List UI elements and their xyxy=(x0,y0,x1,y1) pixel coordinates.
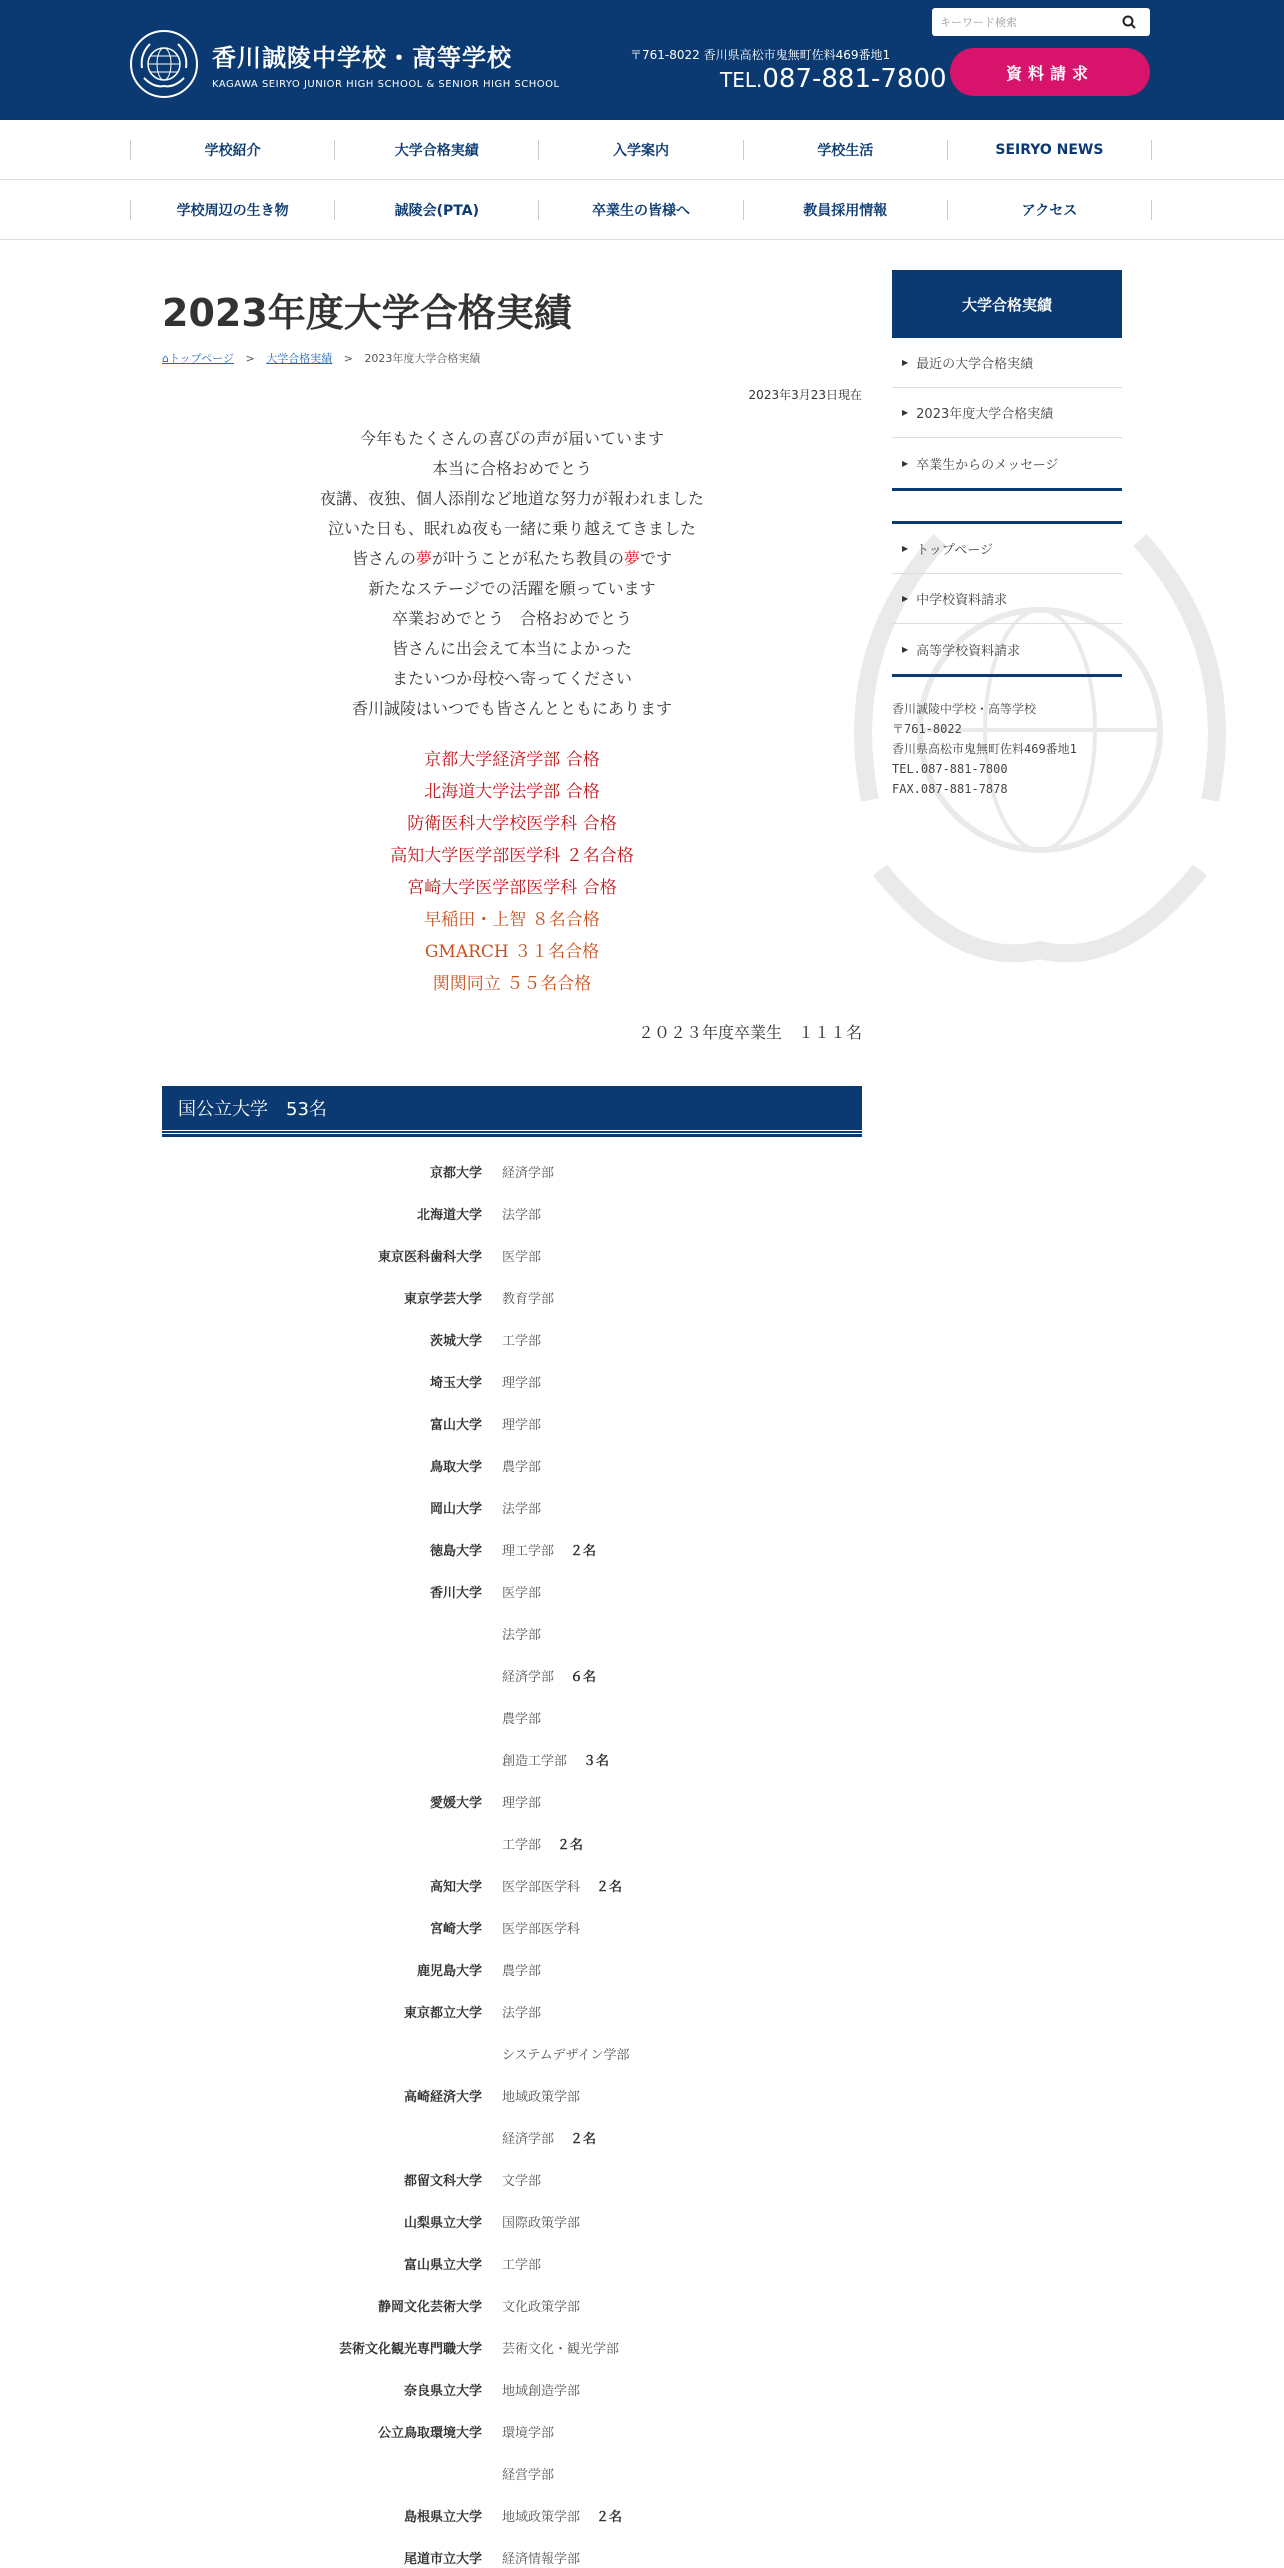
university-name: 東京学芸大学 xyxy=(403,1291,482,1307)
table-row xyxy=(162,1738,862,1780)
faculty-name: 医学部医学科 xyxy=(502,1921,581,1937)
faculty-name: 経済情報学部 xyxy=(502,2551,581,2567)
nav-school-life[interactable]: 学校生活 xyxy=(743,140,947,160)
university-name: 岡山大学 xyxy=(429,1501,482,1517)
university-list xyxy=(162,1150,862,2568)
sidebar-item-recent-results[interactable]: ▶ 最近の大学合格実績 xyxy=(892,338,1122,388)
tel-number: 087-881-7800 xyxy=(762,64,947,94)
home-icon: ⌂ xyxy=(162,352,169,365)
university-name: 東京医科歯科大学 xyxy=(377,1249,482,1265)
table-row xyxy=(162,2284,862,2326)
table-row xyxy=(162,2200,862,2242)
university-name: 徳島大学 xyxy=(429,1543,482,1559)
table-row xyxy=(162,1444,862,1486)
university-name: 芸術文化観光専門職大学 xyxy=(338,2341,482,2357)
triangle-right-icon: ▶ xyxy=(902,544,909,553)
faculty-name: 法学部 xyxy=(502,1627,542,1643)
sidebar-item-top-page[interactable]: ▶ トップページ xyxy=(892,524,1122,574)
table-row xyxy=(162,1948,862,1990)
school-name: 香川誠陵中学校・高等学校 xyxy=(212,44,512,72)
faculty-name: 法学部 xyxy=(502,1501,542,1517)
congratulation-message xyxy=(162,424,862,724)
as-of-date: 2023年3月23日現在 xyxy=(748,388,862,402)
table-row xyxy=(162,2452,862,2494)
university-name: 富山大学 xyxy=(429,1417,482,1433)
tel-prefix: TEL. xyxy=(720,68,763,92)
university-name: 高崎経済大学 xyxy=(403,2089,482,2105)
table-row xyxy=(162,2494,862,2536)
triangle-right-icon: ▶ xyxy=(902,408,909,417)
faculty-name: 経済学部 xyxy=(502,1165,555,1181)
table-row xyxy=(162,1276,862,1318)
table-row xyxy=(162,1780,862,1822)
admit-count: ２名 xyxy=(596,2509,623,2525)
sidebar-item-hs-materials[interactable]: ▶ 高等学校資料請求 xyxy=(902,643,1021,659)
contact-line: TEL.087-881-7800 xyxy=(892,762,1008,776)
table-row xyxy=(162,1906,862,1948)
sidebar-heading: 大学合格実績 xyxy=(892,270,1122,338)
breadcrumb-home[interactable]: ⌂トップページ xyxy=(162,352,234,365)
admit-count: ２名 xyxy=(596,1879,623,1895)
nav-university-results[interactable]: 大学合格実績 xyxy=(334,140,538,160)
table-row xyxy=(162,2410,862,2452)
message-line: 卒業おめでとう 合格おめでとう xyxy=(391,609,632,628)
nav-admissions[interactable]: 入学案内 xyxy=(538,140,742,160)
school-contact-info xyxy=(892,699,1122,799)
faculty-name: 地域政策学部 xyxy=(502,2089,581,2105)
search-icon xyxy=(1122,15,1136,29)
table-row xyxy=(162,1402,862,1444)
table-row xyxy=(162,2326,862,2368)
contact-line: 香川県高松市鬼無町佐料469番地1 xyxy=(892,742,1077,756)
faculty-name: 経済学部 xyxy=(502,1669,555,1685)
breadcrumb-separator: > xyxy=(343,352,353,365)
admit-count: ２名 xyxy=(570,1543,597,1559)
table-row xyxy=(162,1192,862,1234)
university-name: 島根県立大学 xyxy=(403,2509,482,2525)
university-name: 鳥取大学 xyxy=(429,1459,482,1475)
faculty-name: 文化政策学部 xyxy=(502,2299,581,2315)
university-name: 茨城大学 xyxy=(429,1333,482,1349)
message-line: 泣いた日も、眠れぬ夜も一緒に乗り越えてきました xyxy=(327,519,696,538)
triangle-right-icon: ▶ xyxy=(902,458,909,468)
message-line: またいつか母校へ寄ってください xyxy=(391,669,632,688)
faculty-name: 教育学部 xyxy=(502,1291,555,1307)
nav-seiryo-news[interactable]: SEIRYO NEWS xyxy=(947,140,1152,160)
school-emblem-icon xyxy=(130,30,198,98)
faculty-name: 芸術文化・観光学部 xyxy=(502,2341,620,2357)
university-name: 愛媛大学 xyxy=(429,1795,482,1811)
highlight-results xyxy=(162,744,862,1000)
faculty-name: 理学部 xyxy=(502,1375,542,1391)
primary-nav xyxy=(0,120,1284,180)
admit-count: ２名 xyxy=(557,1837,584,1853)
faculty-name: 農学部 xyxy=(502,1711,542,1727)
triangle-right-icon: ▶ xyxy=(902,358,909,367)
faculty-name: 経済学部 xyxy=(502,2131,555,2147)
university-name: 北海道大学 xyxy=(416,1207,482,1223)
table-row xyxy=(162,2368,862,2410)
school-address: 〒761-8022 香川県高松市鬼無町佐料469番地1 xyxy=(630,48,891,62)
triangle-right-icon: ▶ xyxy=(902,644,909,654)
table-row xyxy=(162,2116,862,2158)
message-line: 香川誠陵はいつでも皆さんとともにあります xyxy=(351,699,672,718)
faculty-name: 国際政策学部 xyxy=(502,2215,581,2231)
faculty-name: 理学部 xyxy=(502,1417,542,1433)
message-line: 皆さんに出会えて本当によかった xyxy=(391,639,632,658)
contact-line: 香川誠陵中学校・高等学校 xyxy=(892,702,1037,716)
faculty-name: 環境学部 xyxy=(502,2425,555,2441)
faculty-name: 医学部医学科 xyxy=(502,1879,581,1895)
faculty-name: 医学部 xyxy=(502,1585,542,1601)
breadcrumb-separator: > xyxy=(245,352,255,365)
university-name: 鹿児島大学 xyxy=(416,1963,482,1979)
table-row xyxy=(162,2158,862,2200)
table-row xyxy=(162,1570,862,1612)
request-materials-button[interactable]: 資料請求 xyxy=(950,48,1150,96)
table-row xyxy=(162,2032,862,2074)
triangle-right-icon: ▶ xyxy=(902,594,909,603)
result-highlight: 北海道大学法学部 合格 xyxy=(424,782,600,802)
sidebar-menu xyxy=(892,338,1122,491)
secondary-nav xyxy=(0,180,1284,240)
faculty-name: 農学部 xyxy=(502,1963,542,1979)
table-row xyxy=(162,1654,862,1696)
message-line-dream: 皆さんの夢が叶うことが私たち教員の夢です xyxy=(351,549,673,568)
sidebar-links xyxy=(892,521,1122,677)
search-input[interactable] xyxy=(932,9,1112,35)
table-row xyxy=(162,1612,862,1654)
site-header xyxy=(0,0,1284,120)
table-row xyxy=(162,2242,862,2284)
nav-pta[interactable]: 誠陵会(PTA) xyxy=(334,200,538,220)
faculty-name: 工学部 xyxy=(502,1333,542,1349)
faculty-name: 工学部 xyxy=(502,2257,542,2273)
university-name: 静岡文化芸術大学 xyxy=(377,2299,482,2315)
sidebar-item-alumni-messages[interactable]: ▶ 卒業生からのメッセージ xyxy=(902,457,1059,473)
faculty-name: システムデザイン学部 xyxy=(502,2047,630,2063)
result-highlight: 関関同立 ５５名合格 xyxy=(432,974,592,994)
table-row xyxy=(162,1528,862,1570)
faculty-name: 工学部 xyxy=(502,1837,542,1853)
faculty-name: 地域創造学部 xyxy=(502,2383,581,2399)
nav-school-intro[interactable]: 学校紹介 xyxy=(130,140,334,160)
breadcrumb-current: 2023年度大学合格実績 xyxy=(364,352,481,365)
faculty-name: 経営学部 xyxy=(502,2467,555,2483)
table-row xyxy=(162,1864,862,1906)
result-highlight: 京都大学経済学部 合格 xyxy=(424,750,600,770)
section-heading-national-public: 国公立大学 53名 xyxy=(162,1086,862,1134)
school-tel xyxy=(720,64,947,94)
breadcrumb xyxy=(162,350,480,366)
faculty-name: 理学部 xyxy=(502,1795,542,1811)
school-name-en: KAGAWA SEIRYO JUNIOR HIGH SCHOOL & SENIOR HIGH SCHOOL xyxy=(212,79,560,90)
faculty-name: 法学部 xyxy=(502,1207,542,1223)
result-highlight: 宮崎大学医学部医学科 合格 xyxy=(407,878,617,898)
table-row xyxy=(162,1696,862,1738)
faculty-name: 地域政策学部 xyxy=(502,2509,581,2525)
admit-count: ３名 xyxy=(583,1753,610,1769)
table-row xyxy=(162,1486,862,1528)
message-line: 今年もたくさんの喜びの声が届いています xyxy=(359,429,664,448)
university-name: 奈良県立大学 xyxy=(403,2383,482,2399)
table-row xyxy=(162,1150,862,1192)
nav-local-wildlife[interactable]: 学校周辺の生き物 xyxy=(130,200,334,220)
message-line: 夜講、夜独、個人添削など地道な努力が報われました xyxy=(319,489,704,508)
contact-line: 〒761-8022 xyxy=(892,722,962,736)
table-row xyxy=(162,1990,862,2032)
table-row xyxy=(162,1360,862,1402)
university-name: 公立鳥取環境大学 xyxy=(377,2425,482,2441)
university-name: 山梨県立大学 xyxy=(403,2215,482,2231)
breadcrumb-parent[interactable]: 大学合格実績 xyxy=(266,352,333,365)
result-highlight: 防衛医科大学校医学科 合格 xyxy=(407,814,617,834)
result-highlight: 高知大学医学部医学科 ２名合格 xyxy=(390,846,634,866)
result-highlight: 早稲田・上智 ８名合格 xyxy=(424,910,600,930)
university-name: 香川大学 xyxy=(429,1585,482,1601)
nav-alumni[interactable]: 卒業生の皆様へ xyxy=(538,200,742,220)
contact-line: FAX.087-881-7878 xyxy=(892,782,1008,796)
graduate-count: ２０２３年度卒業生 １１１名 xyxy=(637,1023,862,1042)
site-logo[interactable] xyxy=(130,30,560,98)
table-row xyxy=(162,2536,862,2568)
sidebar xyxy=(892,270,1122,799)
table-row xyxy=(162,1822,862,1864)
university-name: 埼玉大学 xyxy=(429,1375,482,1391)
university-name: 宮崎大学 xyxy=(429,1921,482,1937)
university-name: 都留文科大学 xyxy=(403,2173,482,2189)
university-name: 富山県立大学 xyxy=(403,2257,482,2273)
faculty-name: 医学部 xyxy=(502,1249,542,1265)
university-name: 京都大学 xyxy=(429,1165,482,1181)
search-button[interactable] xyxy=(1112,9,1146,35)
sidebar-item-jhs-materials[interactable]: ▶ 中学校資料請求 xyxy=(892,574,1122,624)
table-row xyxy=(162,2074,862,2116)
faculty-name: 理工学部 xyxy=(502,1543,555,1559)
search-form xyxy=(932,8,1150,36)
faculty-name: 創造工学部 xyxy=(502,1753,568,1769)
message-line: 新たなステージでの活躍を願っています xyxy=(368,579,656,598)
nav-access[interactable]: アクセス xyxy=(947,200,1152,220)
university-name: 尾道市立大学 xyxy=(403,2551,482,2567)
university-name: 高知大学 xyxy=(429,1879,482,1895)
page-title: 2023年度大学合格実績 xyxy=(162,291,572,335)
university-name: 東京都立大学 xyxy=(403,2005,482,2021)
result-highlight: GMARCH ３１名合格 xyxy=(424,942,600,962)
faculty-name: 法学部 xyxy=(502,2005,542,2021)
sidebar-item-2023-results[interactable]: ▶ 2023年度大学合格実績 xyxy=(892,388,1122,438)
admit-count: ２名 xyxy=(570,2131,597,2147)
table-row xyxy=(162,1234,862,1276)
faculty-name: 農学部 xyxy=(502,1459,542,1475)
table-row xyxy=(162,1318,862,1360)
nav-recruitment[interactable]: 教員採用情報 xyxy=(743,200,947,220)
faculty-name: 文学部 xyxy=(502,2173,542,2189)
message-line: 本当に合格おめでとう xyxy=(431,459,592,478)
admit-count: ６名 xyxy=(570,1669,597,1685)
